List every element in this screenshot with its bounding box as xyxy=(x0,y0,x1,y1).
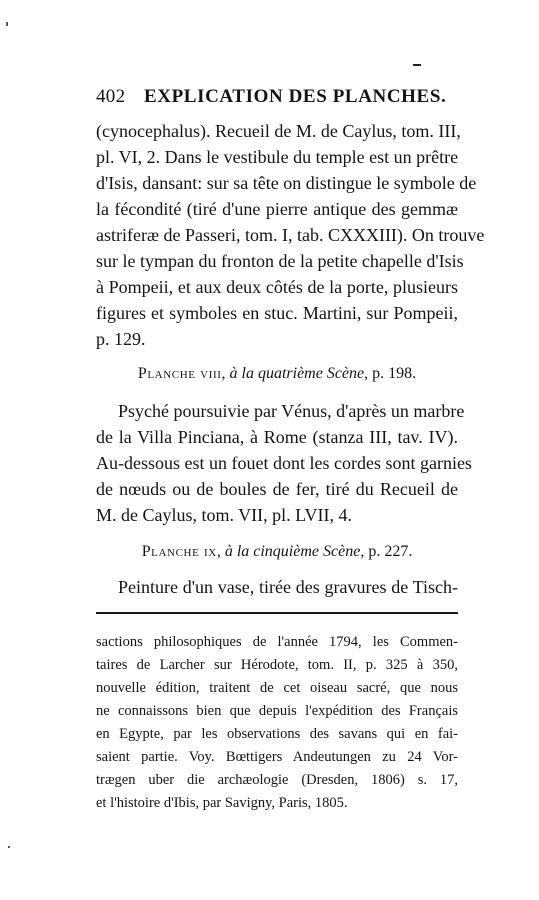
plate-heading xyxy=(96,364,458,384)
footnote-line: en Egypte, par les observations des savans qui en fai- xyxy=(96,726,458,742)
footnote-line: taires de Larcher sur Hérodote, tom. II, p. 325 à 350, xyxy=(96,657,458,673)
plate-sep: , xyxy=(216,543,225,560)
text-line: sur le tympan du fronton de la petite chapelle d'Isis xyxy=(96,251,464,271)
plate-page: , p. 227. xyxy=(360,543,413,560)
text-line: figures et symboles en stuc. Martini, sur Pompeii, xyxy=(96,303,458,323)
ink-mark xyxy=(413,64,421,66)
footnote-divider xyxy=(96,612,458,614)
text-line: (cynocephalus). Recueil de M. de Caylus, tom. III, xyxy=(96,121,461,141)
plate-scene: à la quatrième Scène xyxy=(229,365,365,382)
footnote-line: et l'histoire d'Ibis, par Savigny, Paris, 1805. xyxy=(96,795,348,811)
text-line: de la Villa Pinciana, à Rome (stanza III, tav. IV). xyxy=(96,427,458,447)
footnote-line: trægen uber die archæologie (Dresden, 1806) s. 17, xyxy=(96,772,458,788)
text-line: de nœuds ou de boules de fer, tiré du Recueil de xyxy=(96,479,458,499)
footnote-line: nouvelle édition, traitent de cet oiseau sacré, que nous xyxy=(96,680,458,696)
footnote-line: sactions philosophiques de l'année 1794, les Commen- xyxy=(96,634,458,650)
plate-page: , p. 198. xyxy=(364,365,417,382)
footnote-line: ne connaissons bien que depuis l'expédition des Français xyxy=(96,703,458,719)
text-line: M. de Caylus, tom. VII, pl. LVII, 4. xyxy=(96,505,352,525)
plate-heading xyxy=(96,542,458,562)
running-header xyxy=(96,86,456,112)
plate-sep: , xyxy=(221,365,230,382)
text-line: Au-dessous est un fouet dont les cordes sont garnies xyxy=(96,453,472,473)
footnote-line: saient partie. Voy. Bœttigers Andeutungen zu 24 Vor- xyxy=(96,749,458,765)
text-line: d'Isis, dansant: sur sa tête on distingue le symbole de xyxy=(96,173,477,193)
text-line: Psyché poursuivie par Vénus, d'après un marbre xyxy=(118,401,465,421)
margin-speck xyxy=(8,846,10,848)
text-line: à Pompeii, et aux deux côtés de la porte, plusieurs xyxy=(96,277,458,297)
text-line: p. 129. xyxy=(96,329,146,349)
page-number: 402 xyxy=(96,86,126,107)
text-line: pl. VI, 2. Dans le vestibule du temple est un prêtre xyxy=(96,147,459,167)
text-line: Peinture d'un vase, tirée des gravures de Tisch- xyxy=(118,577,458,597)
margin-speck xyxy=(6,22,8,26)
page-title: EXPLICATION DES PLANCHES. xyxy=(144,86,447,107)
plate-label: Planche viii xyxy=(137,365,222,382)
text-line: la fécondité (tiré d'une pierre antique des gemmæ xyxy=(96,199,458,219)
plate-label: Planche ix xyxy=(141,543,217,560)
plate-scene: à la cinquième Scène xyxy=(224,543,361,560)
text-line: astriferæ de Passeri, tom. I, tab. CXXXIII). On trouve xyxy=(96,225,485,245)
